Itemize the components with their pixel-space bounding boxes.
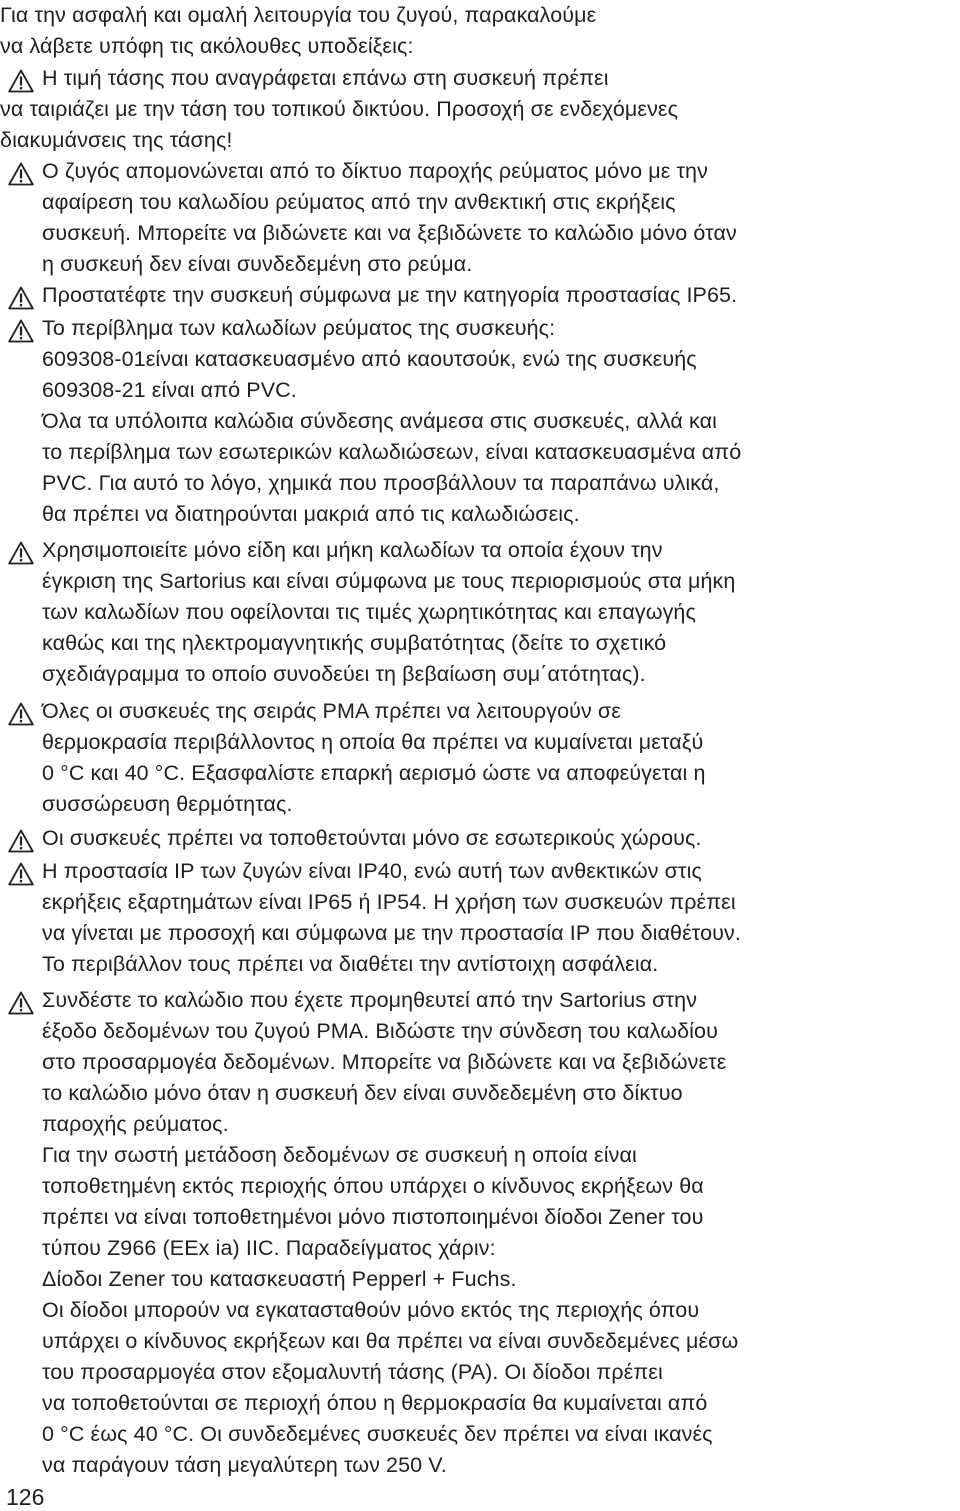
warning-line: των καλωδίων που οφείλονται τις τιμές χωρητικότητας και επαγωγής — [42, 600, 696, 624]
warning-line: παροχής ρεύματος. — [42, 1112, 229, 1136]
warning-triangle-icon — [8, 702, 34, 726]
warning-line: υπάρχει ο κίνδυνος εκρήξεων και θα πρέπει να είναι συνδεδεμένες μέσω — [42, 1329, 739, 1353]
warning-line: τύπου Z966 (EEx ia) IIC. Παραδείγματος χάριν: — [42, 1236, 496, 1260]
warning-line: Για την σωστή μετάδοση δεδομένων σε συσκευή η οποία είναι — [42, 1143, 637, 1167]
warning-triangle-icon — [8, 162, 34, 186]
warning-line: Χρησιμοποιείτε μόνο είδη και μήκη καλωδίων τα οποία έχουν την — [42, 538, 663, 562]
warning-line: πρέπει να είναι τοποθετημένοι μόνο πιστοποιημένοι δίοδοι Zener του — [42, 1205, 704, 1229]
warning-line: η συσκευή δεν είναι συνδεδεμένη στο ρεύμα. — [42, 252, 473, 276]
warning-line: να τοποθετούνται σε περιοχή όπου η θερμοκρασία θα κυμαίνεται από — [42, 1391, 708, 1415]
warning-line: Οι συσκευές πρέπει να τοποθετούνται μόνο σε εσωτερικούς χώρους. — [42, 826, 702, 850]
warning-line: Όλες οι συσκευές της σειράς PMA πρέπει να λειτουργούν σε — [42, 699, 621, 723]
warning-line: το καλώδιο μόνο όταν η συσκευή δεν είναι συνδεδεμένη στο δίκτυο — [42, 1081, 683, 1105]
warning-line: αφαίρεση του καλωδίου ρεύματος από την ανθεκτική στις εκρήξεις — [42, 190, 676, 214]
page-number: 126 — [6, 1484, 45, 1510]
warning-line: να ταιριάζει με την τάση του τοπικού δικτύου. Προσοχή σε ενδεχόμενες — [0, 97, 679, 121]
warning-line: Το περίβλημα των καλωδίων ρεύματος της συσκευής: — [42, 316, 556, 340]
warning-triangle-icon — [8, 991, 34, 1015]
warning-line: 609308-01είναι κατασκευασμένο από καουτσούκ, ενώ της συσκευής — [42, 347, 697, 371]
warning-line: θερμοκρασία περιβάλλοντος η οποία θα πρέπει να κυμαίνεται μεταξύ — [42, 730, 704, 754]
warning-triangle-icon — [8, 319, 34, 343]
intro-line: να λάβετε υπόφη τις ακόλουθες υποδείξεις: — [0, 34, 414, 58]
warning-line: να γίνεται με προσοχή και σύμφωνα με την προστασία IP που διαθέτουν. — [42, 921, 741, 945]
warning-line: Το περιβάλλον τους πρέπει να διαθέτει την αντίστοιχη ασφάλεια. — [42, 952, 659, 976]
warning-line: να παράγουν τάση μεγαλύτερη των 250 V. — [42, 1453, 447, 1477]
warning-line: Συνδέστε το καλώδιο που έχετε προμηθευτεί από την Sartorius στην — [42, 988, 698, 1012]
warning-line: συσσώρευση θερμότητας. — [42, 792, 293, 816]
warning-line: 0 °C έως 40 °C. Οι συνδεδεμένες συσκευές δεν πρέπει να είναι ικανές — [42, 1422, 713, 1446]
warning-line: συσκευή. Μπορείτε να βιδώνετε και να ξεβιδώνετε το καλώδιο μόνο όταν — [42, 221, 737, 245]
warning-line: έξοδο δεδομένων του ζυγού PMA. Βιδώστε την σύνδεση του καλωδίου — [42, 1019, 718, 1043]
warning-line: 609308-21 είναι από PVC. — [42, 378, 297, 402]
warning-line: Προστατέφτε την συσκευή σύμφωνα με την κατηγορία προστασίας IP65. — [42, 283, 738, 307]
warning-line: έγκριση της Sartorius και είναι σύμφωνα με τους περιορισμούς στα μήκη — [42, 569, 736, 593]
warning-line: PVC. Για αυτό το λόγο, χημικά που προσβάλλουν τα παραπάνω υλικά, — [42, 471, 720, 495]
warning-line: Οι δίοδοι μπορούν να εγκατασταθούν μόνο εκτός της περιοχής όπου — [42, 1298, 700, 1322]
intro-line: Για την ασφαλή και ομαλή λειτουργία του ζυγού, παρακαλούμε — [0, 3, 597, 27]
warning-line: στο προσαρμογέα δεδομένων. Μπορείτε να βιδώνετε και να ξεβιδώνετε — [42, 1050, 727, 1074]
warning-line: τοποθετημένη εκτός περιοχής όπου υπάρχει ο κίνδυνος εκρήξεων θα — [42, 1174, 704, 1198]
warning-triangle-icon — [8, 862, 34, 886]
warning-triangle-icon — [8, 69, 34, 93]
warning-line: εκρήξεις εξαρτημάτων είναι IP65 ή IP54. Η χρήση των συσκευών πρέπει — [42, 890, 736, 914]
warning-line: Δίοδοι Zener του κατασκευαστή Pepperl + Fuchs. — [42, 1267, 517, 1291]
warning-line: καθώς και της ηλεκτρομαγνητικής συμβατότητας (δείτε το σχετικό — [42, 631, 667, 655]
warning-triangle-icon — [8, 286, 34, 310]
warning-line: Η τιμή τάσης που αναγράφεται επάνω στη συσκευή πρέπει — [42, 66, 609, 90]
warning-line: το περίβλημα των εσωτερικών καλωδιώσεων, είναι κατασκευασμένα από — [42, 440, 742, 464]
warning-triangle-icon — [8, 541, 34, 565]
warning-line: διακυμάνσεις της τάσης! — [0, 128, 233, 152]
warning-line: Η προστασία IP των ζυγών είναι IP40, ενώ αυτή των ανθεκτικών στις — [42, 859, 702, 883]
warning-line: θα πρέπει να διατηρούνται μακριά από τις καλωδιώσεις. — [42, 502, 580, 526]
warning-line: Ο ζυγός απομονώνεται από το δίκτυο παροχής ρεύματος μόνο με την — [42, 159, 708, 183]
warning-triangle-icon — [8, 829, 34, 853]
warning-line: του προσαρμογέα στον εξομαλυντή τάσης (PA). Οι δίοδοι πρέπει — [42, 1360, 663, 1384]
warning-line: 0 °C και 40 °C. Εξασφαλίστε επαρκή αερισμό ώστε να αποφεύγεται η — [42, 761, 706, 785]
warning-line: Όλα τα υπόλοιπα καλώδια σύνδεσης ανάμεσα στις συσκευές, αλλά και — [42, 409, 717, 433]
warning-line: σχεδιάγραμμα το οποίο συνοδεύει τη βεβαίωση συμ΄ατότητας). — [42, 662, 646, 686]
